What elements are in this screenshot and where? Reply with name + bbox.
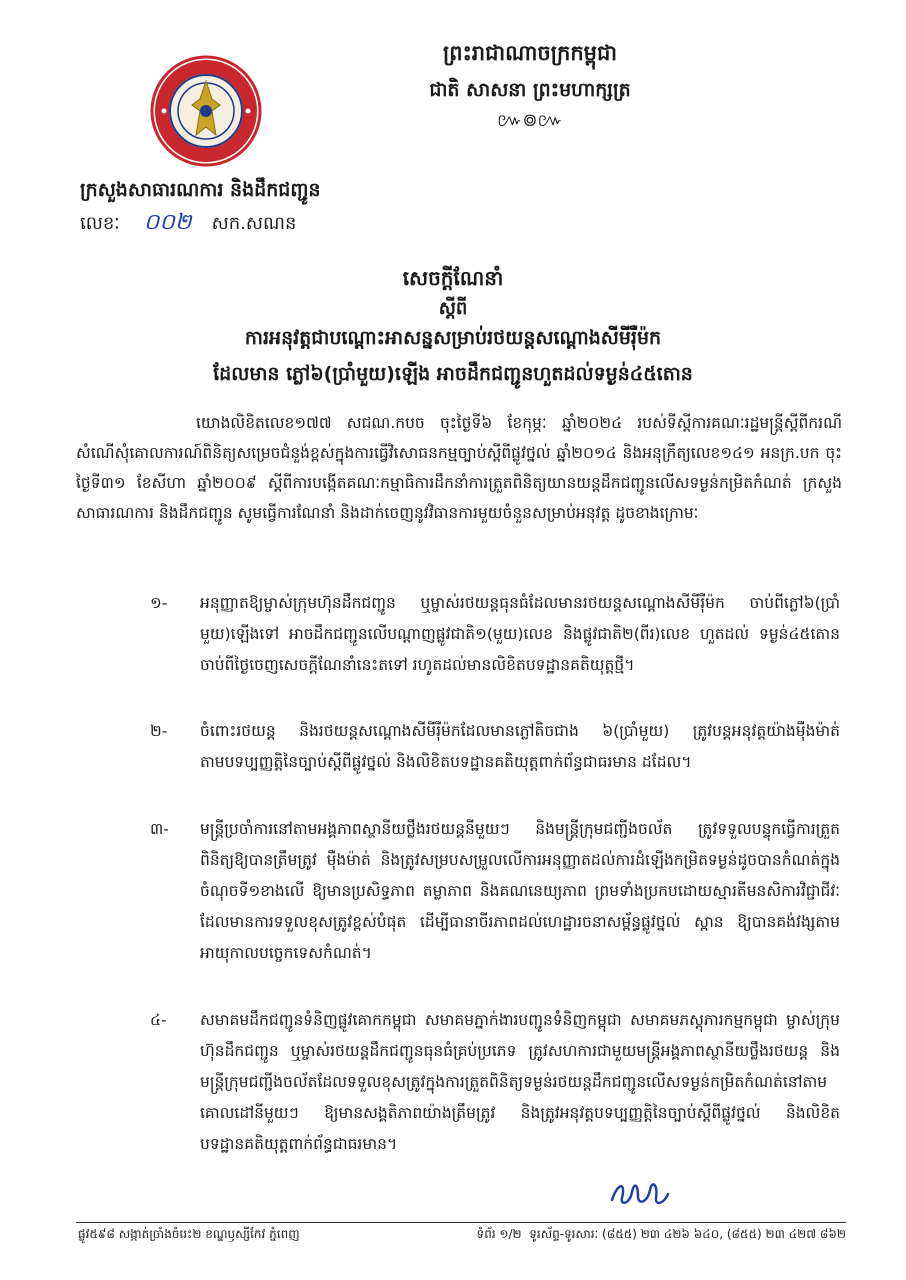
list-item-number: ៣- — [150, 820, 169, 838]
list-item-number: ១- — [150, 594, 168, 612]
footer-address: ផ្លូវ៥៩៨ សង្កាត់ច្រាំងចំរេះ២ ខណ្ឌឫស្សីកែវ ភ្នំពេញ — [78, 1227, 300, 1241]
footer-divider — [76, 1222, 846, 1223]
list-item-text: មន្ត្រីប្រចាំការនៅតាមអង្គភាពស្ថានីយថ្លឹងរថយន្តនីមួយៗ និងមន្ត្រីក្រុមជញ្ជីងចល័ត ត្រូវទទួលបន្ទុកធ្វើការត្រួតពិនិត្យឱ្យបានត្រឹមត្រូវ ម៉ឺងម៉ាត់ និងត្រូវសម្របសម្រួលលើការអនុញ្ញាតដល់ការដំឡើងកម្រិតទម្ងន់ដូចបានកំណត់ក្នុងចំណុចទី១ខាងលើ ឱ្យមានប្រសិទ្ធភាព តម្លាភាព និងគណនេយ្យភាព ព្រមទាំងប្រកបដោយស្មារតីមនសិការវិជ្ជាជីវៈដែលមានការទទួលខុសត្រូវខ្ពស់បំផុត ដើម្បីធានាចីរភាពដល់ហេដ្ឋារចនាសម្ព័ន្ធផ្លូវថ្នល់ ស្ពាន ឱ្យបានគង់វង្សតាមអាយុកាលបច្ចេកទេសកំណត់។ — [200, 820, 840, 962]
intro-paragraph: យោងលិខិតលេខ១៧៧ សជណ.កបច ចុះថ្ងៃទី៦ ខែកុម្ភៈ ឆ្នាំ២០២៤ របស់ទីស្តីការគណៈរដ្ឋមន្ត្រីស្តីពីករណីសំណើសុំគោលការណ៍ពិនិត្យសម្រេចជំនួង់ខ្ពស់ក្នុងការធ្វើវិសោធនកម្មច្បាប់ស្តីពីផ្លូវថ្នល់ ឆ្នាំ២០១៤ និងអនុក្រឹត្យលេខ១៤១ អនក្រ.បក ចុះថ្ងៃទី៣១ ខែសីហា ឆ្នាំ២០០៩ ស្តីពីការបង្កើតគណៈកម្មាធិការដឹកនាំការត្រួតពិនិត្យយានយន្តដឹកជញ្ជូនលើសទម្ងន់កម្រិតកំណត់ ក្រសួងសាធារណការ និងដឹកជញ្ជូន សូមធ្វើការណែនាំ និងដាក់ចេញនូវវិធានការមួយចំនួនសម្រាប់អនុវត្ត ដូចខាងក្រោមៈ — [76, 414, 842, 522]
kingdom-heading: ព្រះរាជាណាចក្រកម្ពុជា — [442, 41, 617, 65]
ministry-name: ក្រសួងសាធារណការ និងដឹកជញ្ជូន — [80, 179, 321, 201]
ornament-divider: ៚៙៚ — [497, 110, 563, 131]
title-subject-line2: ដែលមាន ភ្លៅ៦(ប្រាំមួយ)ឡើង អាចដឹកជញ្ជូនហួតដល់ទម្ងន់៤៥តោន — [213, 363, 693, 385]
ministry-logo — [150, 55, 262, 167]
national-motto: ជាតិ សាសនា ព្រះមហាក្សត្រ — [429, 79, 631, 101]
list-item — [150, 716, 840, 778]
initials-signature — [608, 1172, 672, 1212]
title-subject-label: ស្តីពី — [438, 298, 468, 319]
phone-fax: ទូរស័ព្ទ-ទូរសារៈ (៨៥៥) ២៣ ៤២៦ ៦៤០, (៨៥៥) ២៣ ៤២៧ ៨៦២ — [529, 1227, 846, 1241]
list-item — [150, 1005, 840, 1160]
page-number: ទំព័រ ១/២ — [476, 1227, 522, 1241]
list-item-number: ២- — [150, 722, 168, 740]
list-item-text: អនុញ្ញាតឱ្យម្ចាស់ក្រុមហ៊ុនដឹកជញ្ជូន ឬម្ចាស់រថយន្តធុនធំដែលមានរថយន្តសណ្តោងសីមីរ៉ឺម៉ក ចាប់ពីភ្លៅ៦(ប្រាំមួយ)ឡើងទៅ អាចដឹកជញ្ជូនលើបណ្តាញផ្លូវជាតិ១(មួយ)លេខ និងផ្លូវជាតិ២(ពីរ)លេខ ហួតដល់ ទម្ងន់៤៥តោន ចាប់ពីថ្ងៃចេញសេចក្តីណែនាំនេះតទៅ រហូតដល់មានលិខិតបទដ្ឋានគតិយុត្តថ្មី។ — [200, 594, 840, 674]
list-item-text: ចំពោះរថយន្ត និងរថយន្តសណ្តោងសីមីរ៉ឺម៉កដែលមានភ្លៅតិចជាង ៦(ប្រាំមួយ) ត្រូវបន្តអនុវត្តយ៉ាងម៉ឺងម៉ាត់តាមបទប្បញ្ញត្តិនៃច្បាប់ស្តីពីផ្លូវថ្នល់ និងលិខិតបទដ្ឋានគតិយុត្តពាក់ព័ន្ធជាធរមាន ដដែល។ — [200, 722, 840, 771]
reference-line — [80, 208, 296, 240]
footer-contact — [440, 1226, 846, 1244]
reference-number: ០០២ — [143, 210, 192, 235]
reference-label: លេខៈ — [80, 213, 120, 234]
list-item — [150, 588, 840, 681]
list-item — [150, 814, 840, 969]
list-item-number: ៤- — [150, 1011, 167, 1029]
title-subject-line1: ការអនុវត្តជាបណ្តោះអាសន្នសម្រាប់រថយន្តសណ្តោងសីមីរ៉ឺម៉ក — [244, 327, 662, 349]
list-item-text: សមាគមដឹកជញ្ជូនទំនិញផ្លូវគោកកម្ពុជា សមាគមភ្នាក់ងារបញ្ជូនទំនិញកម្ពុជា សមាគមភស្តុភារកម្មកម្ពុជា ម្ចាស់ក្រុមហ៊ុនដឹកជញ្ជូន ឬម្ចាស់រថយន្តដឹកជញ្ជូនធុនធំគ្រប់ប្រភេទ ត្រូវសហការជាមួយមន្ត្រីអង្គភាពស្ថានីយថ្លឹងរថយន្ត និងមន្ត្រីក្រុមជញ្ជីងចល័តដែលទទួលខុសត្រូវក្នុងការត្រួតពិនិត្យទម្ងន់រថយន្តដឹកជញ្ជូនលើសទម្ងន់កម្រិតកំណត់នៅតាមគោលដៅនីមួយៗ ឱ្យមានសង្គតិភាពយ៉ាងត្រឹមត្រូវ និងត្រូវអនុវត្តបទប្បញ្ញត្តិនៃច្បាប់ស្តីពីផ្លូវថ្នល់ និងលិខិតបទដ្ឋានគតិយុត្តពាក់ព័ន្ធជាធរមាន។ — [200, 1011, 840, 1153]
document-title: សេចក្តីណែនាំ — [402, 266, 504, 290]
reference-code: សក.សណន — [211, 213, 297, 234]
